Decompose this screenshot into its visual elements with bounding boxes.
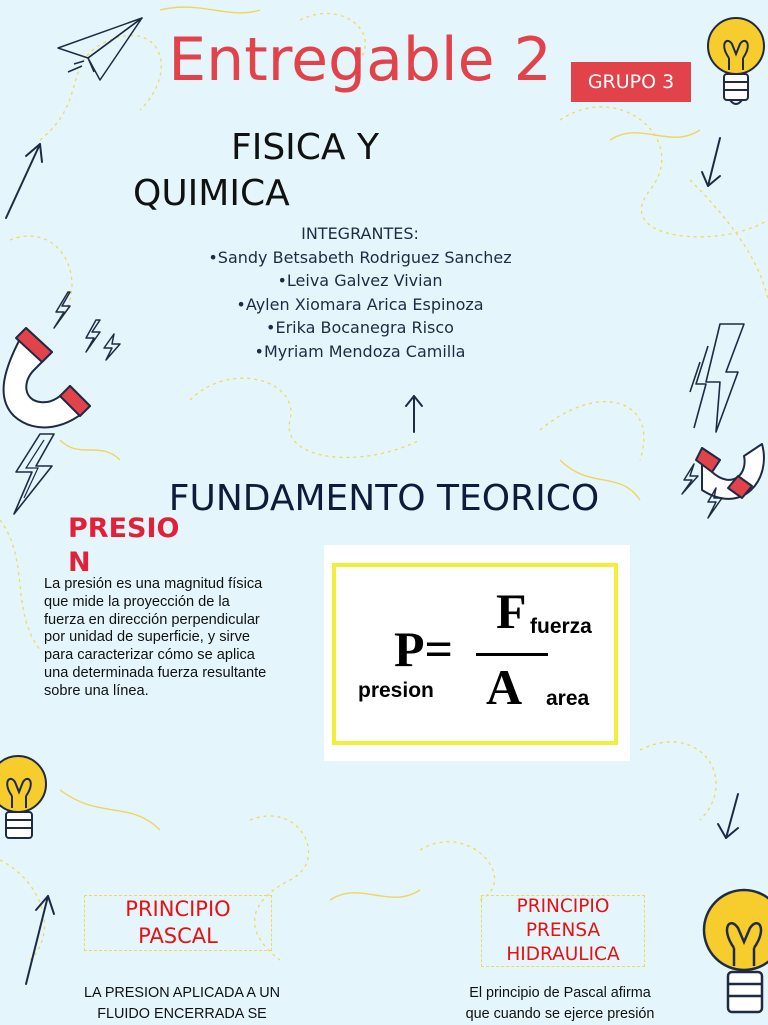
members-heading: INTEGRANTES: — [301, 224, 419, 243]
formula-p: P= — [394, 621, 454, 677]
lightning-icon — [676, 462, 734, 520]
lightning-icon — [686, 322, 750, 434]
light-bulb-icon — [705, 14, 767, 110]
arrow-icon — [402, 392, 426, 434]
principio-prensa-text — [440, 983, 680, 1025]
formula-label-area: area — [546, 687, 590, 710]
paper-plane-icon — [54, 14, 146, 84]
formula-label-fuerza: fuerza — [530, 615, 592, 638]
arrow-icon — [16, 890, 58, 986]
subject-line-1: FISICA Y — [231, 127, 379, 168]
text-line: El principio de Pascal afirma — [469, 985, 651, 1001]
formula-label-presion: presion — [358, 679, 434, 702]
principio-pascal-box — [84, 895, 272, 951]
principio-prensa-box — [481, 895, 645, 967]
member-name: •Leiva Galvez Vivian — [277, 271, 443, 291]
light-bulb-icon — [700, 886, 768, 1024]
section-heading: FUNDAMENTO TEORICO — [168, 478, 600, 519]
presion-definition: La presión es una magnitud física que mide la proyección de la fuerza en dirección perpendicular por unidad de superficie, y sirve para caracterizar cómo se aplica una determinada fuerza resultante sobre una línea. — [44, 576, 267, 699]
text-line: LA PRESION APLICADA A UN — [84, 985, 280, 1001]
member-name: •Erika Bocanegra Risco — [266, 318, 454, 338]
formula-image — [324, 545, 630, 761]
members-list — [160, 222, 560, 364]
group-badge: GRUPO 3 — [571, 62, 691, 102]
text-line: FLUIDO ENCERRADA SE — [97, 1006, 267, 1022]
formula-numerator: F — [496, 583, 527, 639]
presion-heading: PRESION — [68, 513, 180, 578]
member-name: •Myriam Mendoza Camilla — [254, 341, 466, 361]
member-name: •Aylen Xiomara Arica Espinoza — [236, 294, 484, 314]
member-name: •Sandy Betsabeth Rodriguez Sanchez — [208, 247, 512, 267]
text-line: que cuando se ejerce presión — [465, 1006, 655, 1022]
principio-prensa-title: PRINCIPIO PRENSA HIDRAULICA — [506, 896, 620, 965]
formula-frame — [332, 563, 618, 745]
principio-pascal-title: PRINCIPIO PASCAL — [125, 897, 231, 948]
arrow-icon — [714, 790, 744, 842]
subject-line-2: QUIMICA — [133, 173, 290, 214]
light-bulb-icon — [0, 752, 48, 848]
lightning-icon — [10, 432, 60, 516]
arrow-icon — [2, 138, 46, 220]
lightning-icon — [50, 290, 126, 362]
page-title: Entregable 2 — [168, 25, 552, 95]
principio-pascal-text — [60, 983, 304, 1025]
fraction-line — [476, 653, 548, 656]
arrow-icon — [698, 134, 728, 190]
formula-denominator: A — [486, 659, 523, 715]
